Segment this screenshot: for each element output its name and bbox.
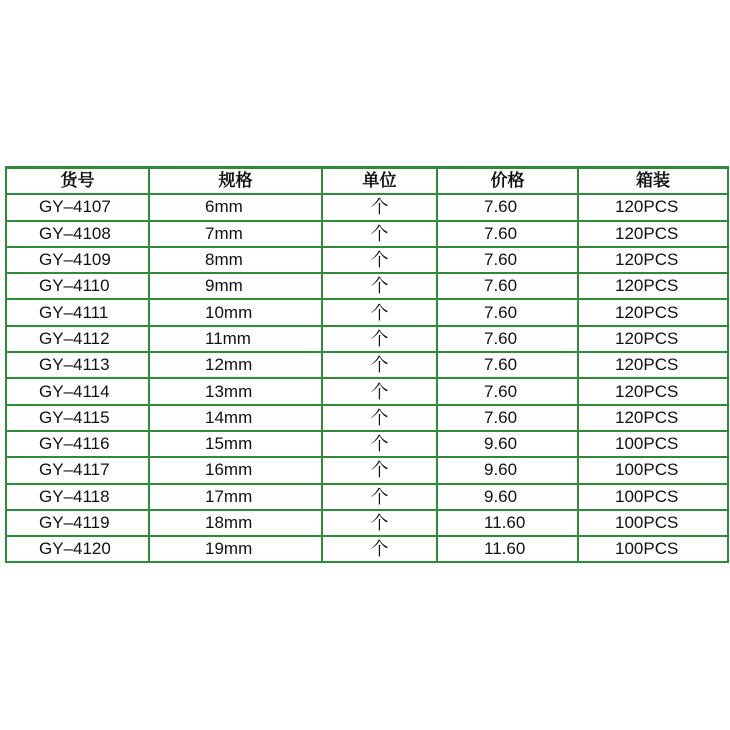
table-row <box>6 352 728 378</box>
cell-unit: 个 <box>322 484 437 510</box>
cell-price: 7.60 <box>437 194 578 220</box>
cell-pack: 120PCS <box>578 194 728 220</box>
cell-pack: 100PCS <box>578 510 728 536</box>
cell-spec: 15mm <box>149 431 322 457</box>
table-row <box>6 378 728 404</box>
cell-pack: 100PCS <box>578 484 728 510</box>
cell-price: 7.60 <box>437 378 578 404</box>
cell-unit: 个 <box>322 273 437 299</box>
cell-pack: 120PCS <box>578 352 728 378</box>
cell-pack: 100PCS <box>578 457 728 483</box>
cell-unit: 个 <box>322 431 437 457</box>
cell-spec: 17mm <box>149 484 322 510</box>
cell-unit: 个 <box>322 221 437 247</box>
header-price: 价格 <box>437 168 578 195</box>
cell-code: GY–4108 <box>6 221 149 247</box>
cell-code: GY–4119 <box>6 510 149 536</box>
cell-unit: 个 <box>322 352 437 378</box>
cell-code: GY–4114 <box>6 378 149 404</box>
cell-unit: 个 <box>322 299 437 325</box>
cell-code: GY–4109 <box>6 247 149 273</box>
cell-unit: 个 <box>322 378 437 404</box>
cell-price: 11.60 <box>437 536 578 562</box>
cell-price: 7.60 <box>437 221 578 247</box>
cell-spec: 13mm <box>149 378 322 404</box>
cell-code: GY–4112 <box>6 326 149 352</box>
table-row <box>6 484 728 510</box>
cell-spec: 16mm <box>149 457 322 483</box>
cell-price: 7.60 <box>437 247 578 273</box>
cell-code: GY–4110 <box>6 273 149 299</box>
cell-code: GY–4113 <box>6 352 149 378</box>
cell-pack: 120PCS <box>578 221 728 247</box>
table-row <box>6 247 728 273</box>
table-row <box>6 273 728 299</box>
cell-price: 7.60 <box>437 405 578 431</box>
cell-spec: 12mm <box>149 352 322 378</box>
cell-unit: 个 <box>322 457 437 483</box>
cell-unit: 个 <box>322 405 437 431</box>
cell-spec: 7mm <box>149 221 322 247</box>
cell-spec: 8mm <box>149 247 322 273</box>
cell-code: GY–4111 <box>6 299 149 325</box>
cell-code: GY–4117 <box>6 457 149 483</box>
cell-spec: 14mm <box>149 405 322 431</box>
cell-code: GY–4118 <box>6 484 149 510</box>
cell-code: GY–4116 <box>6 431 149 457</box>
cell-unit: 个 <box>322 326 437 352</box>
table-row <box>6 431 728 457</box>
cell-price: 9.60 <box>437 457 578 483</box>
cell-price: 9.60 <box>437 484 578 510</box>
cell-spec: 19mm <box>149 536 322 562</box>
cell-price: 7.60 <box>437 273 578 299</box>
cell-unit: 个 <box>322 247 437 273</box>
cell-price: 7.60 <box>437 352 578 378</box>
cell-pack: 120PCS <box>578 326 728 352</box>
cell-unit: 个 <box>322 510 437 536</box>
table-row <box>6 510 728 536</box>
header-spec: 规格 <box>149 168 322 195</box>
cell-spec: 9mm <box>149 273 322 299</box>
cell-pack: 120PCS <box>578 378 728 404</box>
cell-pack: 100PCS <box>578 536 728 562</box>
header-row <box>6 168 728 195</box>
cell-spec: 18mm <box>149 510 322 536</box>
table-row <box>6 221 728 247</box>
cell-code: GY–4120 <box>6 536 149 562</box>
cell-price: 11.60 <box>437 510 578 536</box>
cell-pack: 120PCS <box>578 405 728 431</box>
price-table <box>5 166 729 563</box>
table-row <box>6 299 728 325</box>
cell-spec: 10mm <box>149 299 322 325</box>
table-row <box>6 405 728 431</box>
table-body <box>6 194 728 562</box>
header-code: 货号 <box>6 168 149 195</box>
table-row <box>6 457 728 483</box>
cell-code: GY–4115 <box>6 405 149 431</box>
cell-price: 7.60 <box>437 299 578 325</box>
cell-pack: 100PCS <box>578 431 728 457</box>
table-row <box>6 194 728 220</box>
cell-pack: 120PCS <box>578 273 728 299</box>
table-row <box>6 326 728 352</box>
cell-code: GY–4107 <box>6 194 149 220</box>
table-header <box>6 168 728 195</box>
cell-price: 7.60 <box>437 326 578 352</box>
cell-pack: 120PCS <box>578 299 728 325</box>
cell-unit: 个 <box>322 536 437 562</box>
cell-unit: 个 <box>322 194 437 220</box>
header-pack: 箱装 <box>578 168 728 195</box>
header-unit: 单位 <box>322 168 437 195</box>
table-row <box>6 536 728 562</box>
cell-pack: 120PCS <box>578 247 728 273</box>
cell-spec: 6mm <box>149 194 322 220</box>
cell-price: 9.60 <box>437 431 578 457</box>
cell-spec: 11mm <box>149 326 322 352</box>
